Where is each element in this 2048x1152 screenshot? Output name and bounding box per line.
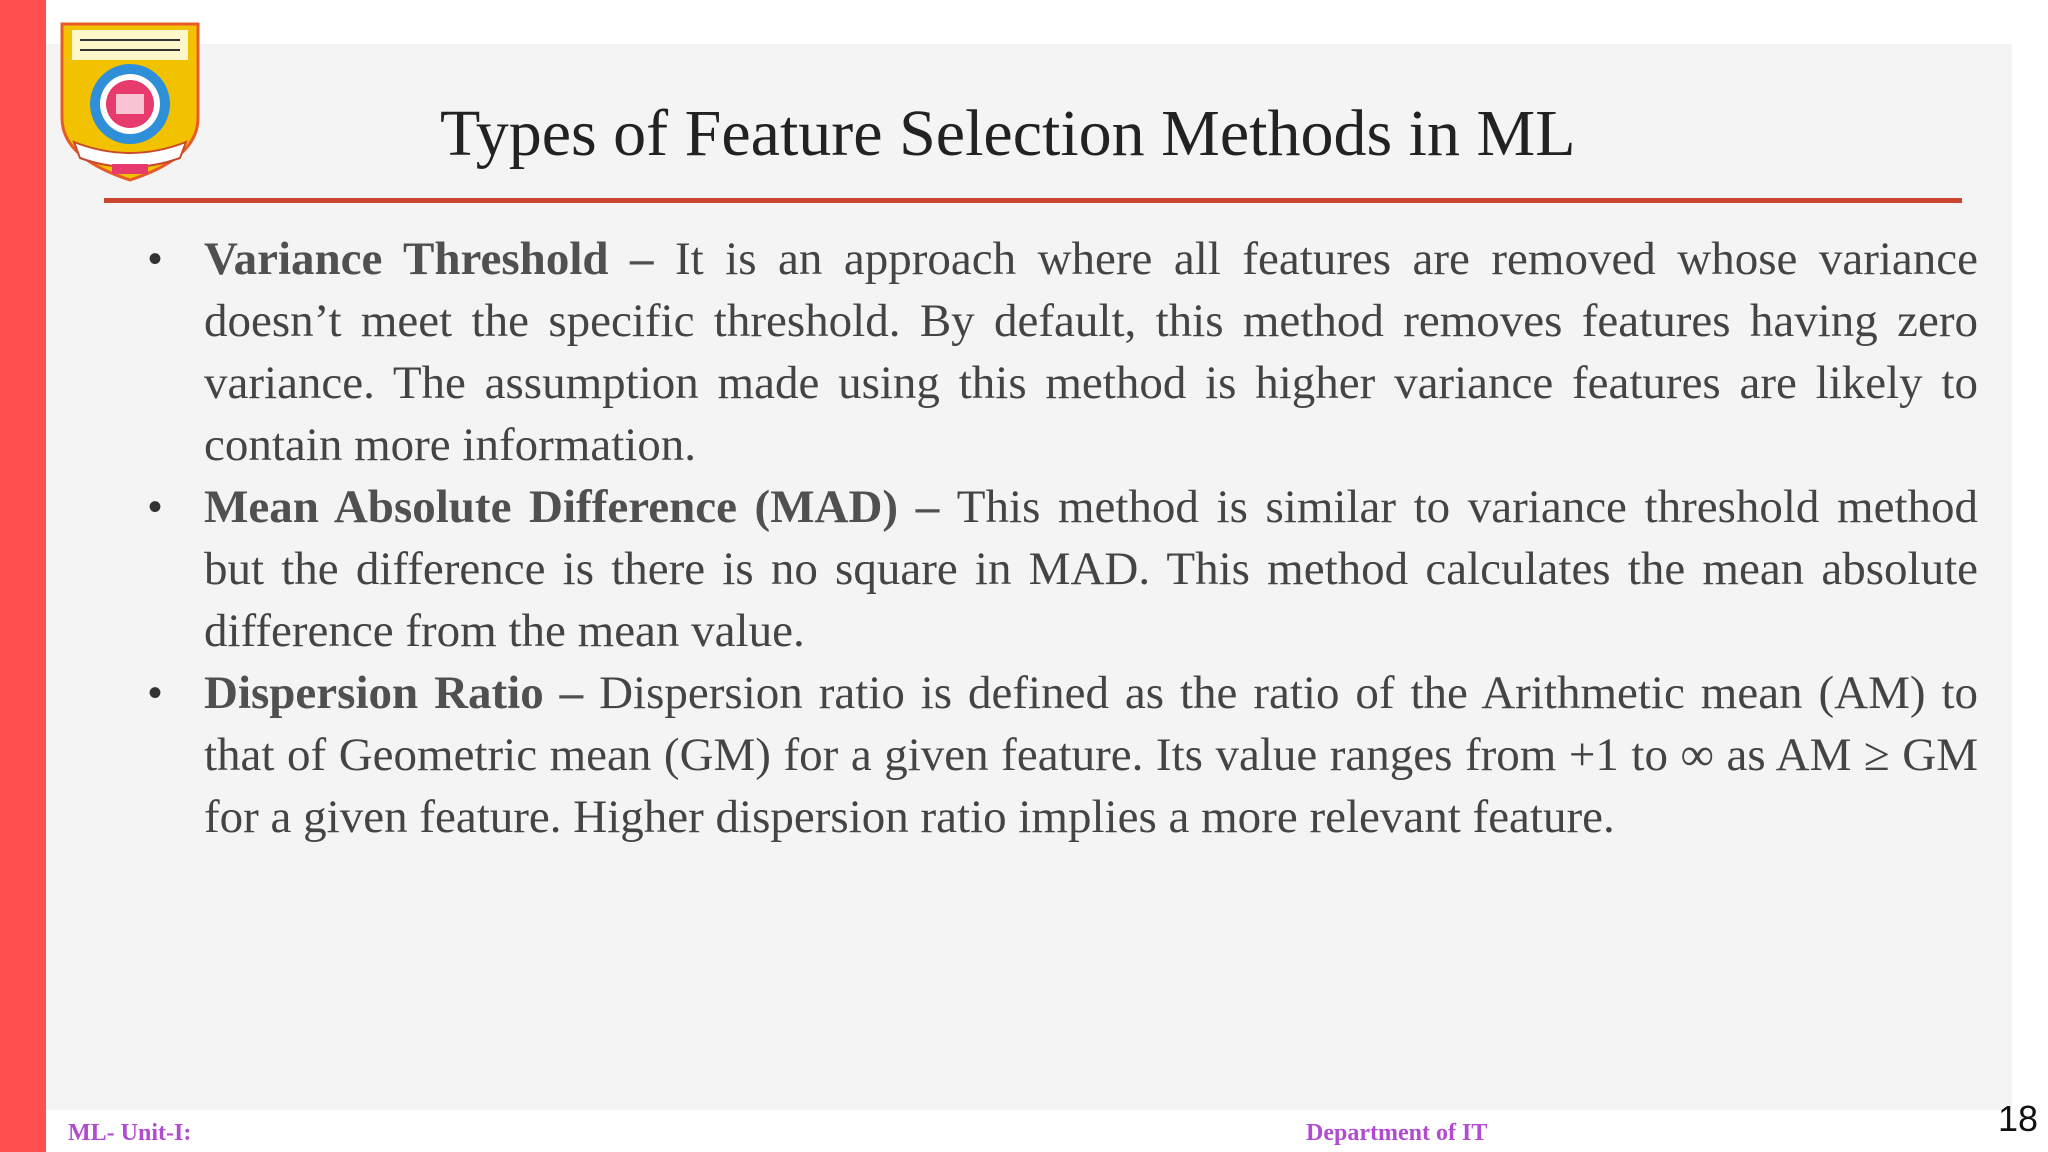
bullet-dot: • <box>148 237 163 281</box>
item-dash: – <box>608 233 675 285</box>
item-term: Dispersion Ratio <box>204 667 544 719</box>
slide-title: Types of Feature Selection Methods in ML <box>440 97 1576 170</box>
item-description: Dispersion ratio is defined as the ratio of the Arithmetic mean (AM) to that of Geometric mean (GM) for a given feature. Its value ranges from +1 to ∞ as AM ≥ GM for a given feature. Higher dispersion ratio implies a more relevant feature. <box>204 667 1979 843</box>
item-description: This method is similar to variance threshold method but the difference is there is no square in MAD. This method calculates the mean absolute difference from the mean value. <box>204 481 1979 657</box>
list-item-mean-absolute-difference <box>148 476 1978 662</box>
item-term: Mean Absolute Difference (MAD) <box>204 481 899 533</box>
left-accent-bar <box>0 0 46 1152</box>
footer-department-label: Department of IT <box>1306 1120 1488 1146</box>
college-emblem-logo <box>54 18 206 184</box>
slide-page-number: 18 <box>1998 1098 2039 1139</box>
title-underline-rule <box>104 198 1962 203</box>
item-dash: – <box>898 481 957 533</box>
list-item-variance-threshold <box>148 228 1978 476</box>
item-dash: – <box>543 667 600 719</box>
feature-selection-methods-list <box>148 228 1978 848</box>
bullet-dot: • <box>148 671 163 715</box>
bullet-dot: • <box>148 485 163 529</box>
item-term: Variance Threshold <box>204 233 609 285</box>
item-description: It is an approach where all features are removed whose variance doesn’t meet the specific threshold. By default, this method removes features having zero variance. The assumption made using this method is higher variance features are likely to contain more information. <box>204 233 1979 471</box>
list-item-dispersion-ratio <box>148 662 1978 848</box>
footer-unit-label: ML- Unit-I: <box>68 1120 192 1146</box>
